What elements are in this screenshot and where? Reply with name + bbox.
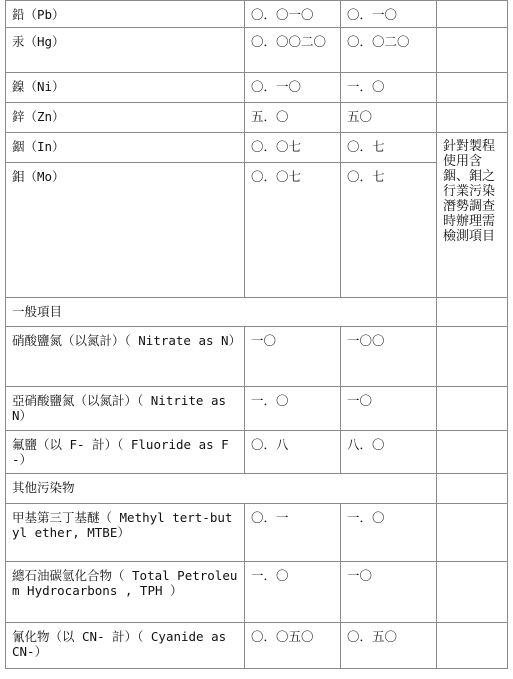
value-control: 一〇〇 (341, 327, 437, 387)
item-name: 總石油碳氫化合物（ Total Petroleum Hydrocarbons , TPH ） (6, 562, 245, 623)
note-cell (437, 28, 508, 73)
note-cell (437, 504, 508, 562)
value-monitoring: 〇．〇七 (245, 133, 341, 163)
table-row (6, 28, 508, 73)
value-control: 一〇 (341, 562, 437, 623)
note-cell (437, 1, 508, 28)
table-row (6, 103, 508, 133)
item-name: 鉛（Pb） (6, 1, 245, 28)
value-control: 〇．一〇 (341, 1, 437, 28)
value-monitoring: 一．〇 (245, 562, 341, 623)
value-monitoring: 〇．八 (245, 431, 341, 474)
note-cell (437, 623, 508, 669)
table-row (6, 133, 508, 163)
table-row (6, 387, 508, 431)
table-row (6, 431, 508, 474)
item-name: 鋅（Zn） (6, 103, 245, 133)
value-monitoring: 〇．〇〇二〇 (245, 28, 341, 73)
note-cell (437, 387, 508, 431)
section-title-other: 其他污染物 (6, 474, 437, 504)
value-monitoring: 〇．一〇 (245, 73, 341, 103)
table-row (6, 562, 508, 623)
value-control: 一．〇 (341, 504, 437, 562)
value-monitoring: 〇．〇一〇 (245, 1, 341, 28)
note-cell (437, 327, 508, 387)
item-name: 鎳（Ni） (6, 73, 245, 103)
item-name: 氰化物（以 CN- 計）（ Cyanide as CN-） (6, 623, 245, 669)
table-row (6, 623, 508, 669)
value-monitoring: 〇．一 (245, 504, 341, 562)
item-name: 汞（Hg） (6, 28, 245, 73)
value-monitoring: 〇．〇七 (245, 163, 341, 298)
value-control: 一．〇 (341, 73, 437, 103)
value-control: 〇．〇二〇 (341, 28, 437, 73)
item-name: 鉬（Mo） (6, 163, 245, 298)
table-row (6, 504, 508, 562)
value-monitoring: 一〇 (245, 327, 341, 387)
value-control: 〇．七 (341, 163, 437, 298)
table-row (6, 163, 508, 298)
note-cell (437, 431, 508, 474)
value-control: 一〇 (341, 387, 437, 431)
value-monitoring: 一．〇 (245, 387, 341, 431)
item-name: 硝酸鹽氮（以氮計）（ Nitrate as N） (6, 327, 245, 387)
value-control: 〇．五〇 (341, 623, 437, 669)
value-monitoring: 五．〇 (245, 103, 341, 133)
note-cell: 針對製程使用含銦、鉬之行業污染潛勢調查時辦理需檢測項目 (437, 133, 508, 298)
table-row (6, 327, 508, 387)
item-name: 銦（In） (6, 133, 245, 163)
value-control: 五〇 (341, 103, 437, 133)
item-name: 氟鹽（以 F- 計）（ Fluoride as F-） (6, 431, 245, 474)
note-cell (437, 562, 508, 623)
section-row (6, 298, 508, 327)
value-control: 八．〇 (341, 431, 437, 474)
value-monitoring: 〇．〇五〇 (245, 623, 341, 669)
table-row (6, 73, 508, 103)
section-row (6, 474, 508, 504)
note-cell (437, 73, 508, 103)
note-cell (437, 474, 508, 504)
groundwater-standards-table (5, 0, 508, 669)
value-control: 〇．七 (341, 133, 437, 163)
section-title-general: 一般項目 (6, 298, 437, 327)
note-cell (437, 103, 508, 133)
item-name: 甲基第三丁基醚（ Methyl tert-butyl ether, MTBE） (6, 504, 245, 562)
table-row (6, 1, 508, 28)
item-name: 亞硝酸鹽氮（以氮計）（ Nitrite as N） (6, 387, 245, 431)
note-cell (437, 298, 508, 327)
